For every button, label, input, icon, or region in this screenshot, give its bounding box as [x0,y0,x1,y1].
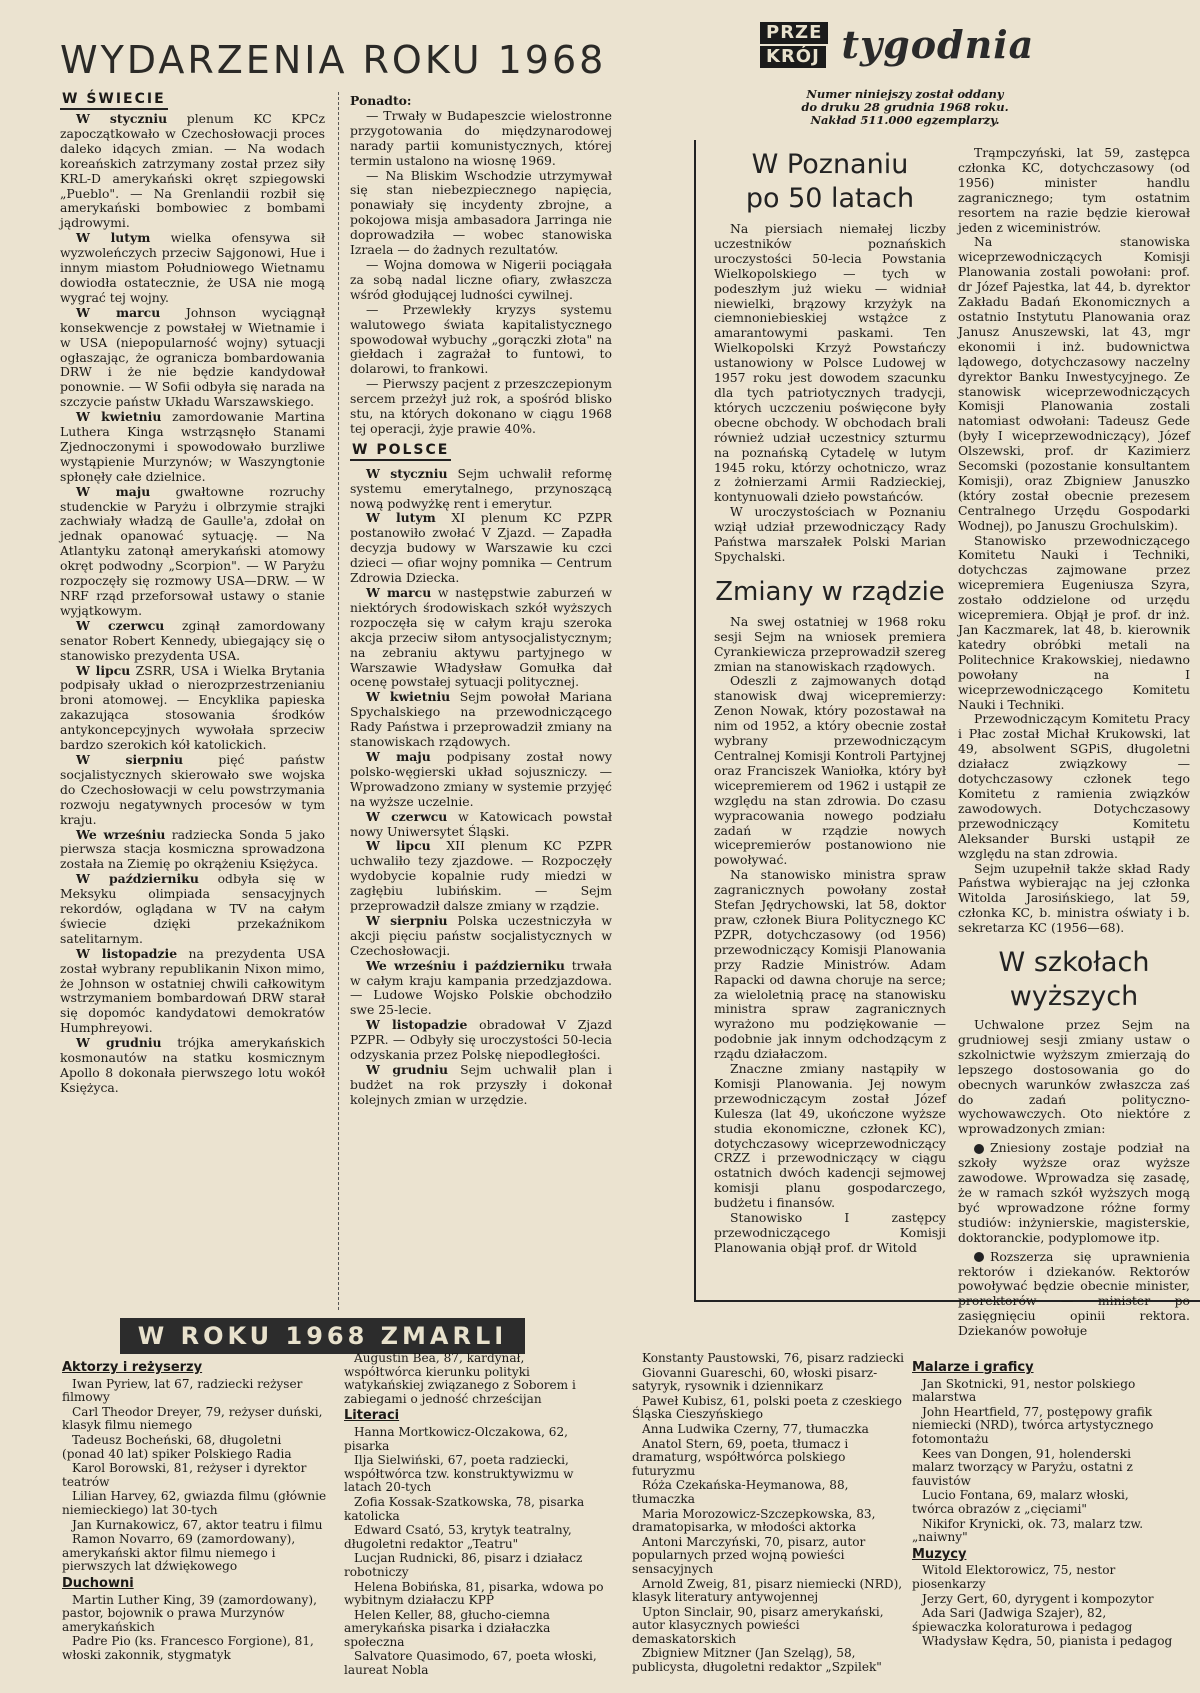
page-title: WYDARZENIA ROKU 1968 [60,38,607,82]
obituary-entry: Upton Sinclair, 90, pisarz amerykański, autor klasycznych powieści demaskatorskich [632,1604,884,1646]
event-month: W grudniu [366,1062,449,1077]
event-month: W listopadzie [76,945,178,961]
event-month: W lutym [366,510,436,526]
logo-bottom: KRÓJ [760,46,826,68]
event-paragraph: W marcu w następstwie zaburzeń w niektórych środowiskach szkół wyższych rozpoczęła się w całym kraju szeroka akcja przeciw siłom antysocjalistycznym; na zebraniu aktywu partyjnego w Warszawie Władysław Gomułka dał ocenę powstałej sytuacji politycznej. [350,585,612,690]
event-paragraph: W kwietniu Sejm powołał Mariana Spychalskiego na przewodniczącego Rady Państwa i przeprowadził zmiany na stanowiskach rządowych. [350,689,612,750]
obituary-entry: Konstanty Paustowski, 76, pisarz radziecki [642,1351,904,1365]
obituary-entry: Helena Bobińska, 81, pisarka, wdowa po wybitnym działaczu KPP [344,1579,604,1608]
event-month: W sierpniu [366,912,448,928]
event-paragraph: W październiku odbyła się w Meksyku olimpiada sensacyjnych rekordów, oglądana w TV na całym świecie dzięki przekaźnikom satelitarnym. [60,871,325,946]
poznan-paragraph: Na piersiach niemałej liczby uczestników poznańskich uroczystości 50-lecia Powstania Wielkopolskiego — tych w podeszłym już wieku — widniał niewielki, brązowy krzyżyk na ciemnoniebieskiej wstążce z amarantowymi paskami. Ten Wielkopolski Krzyż Powstańczy ustanowiony w Polsce Ludowej w 1957 roku jest dowodem szacunku dla tych patriotycznych tradycji, których uczczeniu poświęcone były obecne obchody. W obchodach brali również udział uczestnicy szturmu na poznańską Cytadelę w lutym 1945 roku, którzy ochotniczo, wraz z żołnierzami Armii Radzieckiej, kontynuowali dzieło powstańców. [714,221,946,505]
obituary-entry: Tadeusz Bocheński, 68, długoletni (ponad 40 lat) spiker Polskiego Radia [62,1432,292,1461]
event-paragraph: W listopadzie na prezydenta USA został wybrany republikanin Nixon mimo, że Johnson w ostatniej chwili całkowitym wstrzymaniem bombardowań DRW starał się dopomóc kandydatowi demokratów Humphreyowi. [60,945,325,1036]
world-events-more-column [350,92,612,1108]
event-month: W marcu [366,585,432,600]
event-month: We wrześniu [76,826,166,842]
event-paragraph: W czerwcu zginął zamordowany senator Robert Kennedy, ubiegający się o stanowisko prezydenta USA. [60,617,325,663]
obituary-entry: Witold Elektorowicz, 75, nestor piosenkarzy [912,1563,1116,1591]
event-month: W styczniu [366,465,448,481]
zmiany-paragraph: Odeszli z zajmowanych dotąd stanowisk dwaj wicepremierzy: Zenon Nowak, który pozostawał na nim od 1952, a który obecnie został wybrany przewodniczącym Centralnej Komisji Kontroli Partyjnej oraz Franciszek Waniołka, który był wicepremierem od 1962 i ustąpił ze względu na stan zdrowia. Do czasu wypracowania nowego podziału zadań w rządzie nowych wicepremierów postanowiono nie powoływać. [714,673,946,868]
event-month: W maju [76,483,151,499]
event-paragraph: We wrześniu i październiku trwała w całym kraju kampania przedzjazdowa. — Ludowe Wojsko Polskie obchodziło swe 25-lecie. [350,957,612,1018]
przekroj-logo [760,22,1200,92]
poznan-title: W Poznaniu po 50 latach [745,149,915,214]
event-paragraph: W lipcu ZSRR, USA i Wielka Brytania podpisały układ o nierozprzestrzenianiu broni atomowej. — Encyklika papieska zakazująca stosowania środków antykoncepcyjnych wywołała sprzeciw bardzo szerokich kół katolickich. [60,662,325,753]
event-paragraph: W sierpniu pięć państw socjalistycznych skierowało swe wojska do Czechosłowacji w celu powstrzymania rozwoju negatywnych procesów w tym kraju. [60,751,325,827]
obituaries-col-1: Aktorzy i reżyserzy Iwan Pyriew, lat 67, radziecki reżyser filmowy Carl Theodor Dreyer, 79, reżyser duński, klasyk filmu niemego Tadeusz Bocheński, 68, długoletni (ponad 40 lat) spiker Polskiego Radia Karol Borowski, 81, reżyser i dyrektor teatrów Lilian Harvey, 62, gwiazda filmu (głównie niemieckiego) lat 30-tych Jan Kurnakowicz, 67, aktor teatru i filmu Ramon Novarro, 69 (zamordowany), amerykański aktor filmu niemego i pierwszych lat dźwiękowego Duchowni Martin Luther King, 39 (zamordowany), pastor, bojownik o prawa Murzynów amerykańskich Padre Pio (ks. Francesco Forgione), 81, włoski zakonnik, stygmatyk [62,1360,327,1662]
obituary-entry: Maria Morozowicz-Szczepkowska, 83, dramatopisarka, w młodości aktorka [632,1506,876,1535]
obituary-entry: Iwan Pyriew, lat 67, radziecki reżyser filmowy [62,1376,303,1405]
obituary-entry: Lilian Harvey, 62, gwiazda filmu (głównie niemieckiego) lat 30-tych [62,1489,327,1517]
obituary-entry: Kees van Dongen, 91, holenderski malarz tworzący w Paryżu, ostatni z fauvistów [912,1446,1133,1488]
zmarli-banner: W ROKU 1968 ZMARLI [120,1318,525,1354]
event-month: We wrześniu i październiku [366,957,565,973]
obituary-entry: Antoni Marczyński, 70, pisarz, autor popularnych przed wojną powieści sensacyjnych [632,1534,866,1576]
event-month: W grudniu [76,1035,162,1051]
szkoly-title: W szkołach wyższych [998,947,1150,1013]
zmiany-title: Zmiany w rządzie [715,576,945,607]
obituary-entry: Anatol Stern, 69, poeta, tłumacz i dramaturg, współtwórca polskiego futuryzmu [632,1436,849,1478]
event-paragraph: W maju gwałtowne rozruchy studenckie w Paryżu i olbrzymie strajki zachwiały władzą de Gaulle'a, zdołał on jednak opanować sytuację. — Na Atlantyku zatonął amerykański atomowy okręt podwodny „Scorpion". — W Paryżu rozpoczęły się rozmowy USA—DRW. — W NRF rząd przeforsował ustawy o stanie wyjątkowym. [60,483,325,618]
obituary-entry: Lucjan Rudnicki, 86, pisarz i działacz robotniczy [344,1551,583,1579]
event-paragraph: W lutym XI plenum KC PZPR postanowiło zwołać V Zjazd. — Zapadła decyzja budowy w Warszawie ku czci dzieci — ofiar wojny pomnika — Centrum Zdrowia Dziecka. [350,510,612,586]
obituaries-col-2: Augustin Bea, 87, kardynał, współtwórca kierunku polityki watykańskiej związanego z Soborem i zabiegami o jedność chrześcijan Literaci Hanna Mortkowicz-Olczakowa, 62, pisarka Ilja Sielwiński, 67, poeta radziecki, współtwórca tzw. konstruktywizmu w latach 20-tych Zofia Kossak-Szatkowska, 78, pisarka katolicka Edward Csató, 53, krytyk teatralny, długoletni redaktor „Teatru" Lucjan Rudnicki, 86, pisarz i działacz robotniczy Helena Bobińska, 81, pisarka, wdowa po wybitnym działaczu KPP Helen Keller, 88, głucho-ciemna amerykańska pisarka i działaczka społeczna Salvatore Quasimodo, 67, poeta włoski, laureat Nobla [344,1351,604,1678]
event-month: W czerwcu [366,808,448,824]
government-paragraph: Na stanowiska wiceprzewodniczących Komisji Planowania zostali powołani: prof. dr Józef Pajestka, lat 44, b. dyrektor Zakładu Badań Ekonomicznych a ostatnio Instytutu Planowania oraz Janusz Anuszewski, lat 43, mgr ekonomii i inż. budownictwa lądowego, dotychczasowy naczelny dyrektor Banku Inwestycyjnego. Ze stanowisk wiceprzewodniczących Komisji Planowania zostali natomiast odwołani: Tadeusz Gede (były I wiceprzewodniczący), Józef Olszewski, prof. dr Kazimierz Secomski (pozostanie konsultantem Komisji), oraz Zbigniew Januszko (który został obecnie prezesem Centralnego Urzędu Gospodarki Wodnej), po Januszu Grochulskim). [958,234,1190,533]
obituary-entry: Helen Keller, 88, głucho-ciemna amerykańska pisarka i działaczka społeczna [344,1607,551,1649]
section-world-header: W ŚWIECIE [60,88,168,110]
event-month: W lipcu [76,662,131,678]
event-paragraph: W sierpniu Polska uczestniczyła w akcji pięciu państw socjalistycznych w Czechosłowacji. [350,912,612,958]
obituary-entry: John Heartfield, 77, postępowy grafik niemiecki (NRD), twórca artystycznego fotomontażu [912,1404,1154,1446]
event-paragraph: W styczniu Sejm uchwalił reformę systemu emerytalnego, przynoszącą nową podwyżkę rent i emerytur. [350,465,612,511]
obituary-entry: Giovanni Guareschi, 60, włoski pisarz-satyryk, rysownik i dziennikarz [632,1365,878,1394]
zmiany-paragraph: Na swej ostatniej w 1968 roku sesji Sejm na wniosek premiera Cyrankiewicza przeprowadził szereg zmian na stanowiskach rządowych. [714,613,946,674]
event-month: W sierpniu [76,751,184,767]
obituary-entry: Padre Pio (ks. Francesco Forgione), 81, włoski zakonnik, stygmatyk [62,1634,314,1662]
event-month: W kwietniu [76,409,162,425]
szkoly-bullet-1: Zniesiony zostaje podział na szkoły wyższe oraz wyższe zawodowe. Wprowadza się zasadę, że w ramach szkół wyższych mogą być wprowadzone różne formy studiów: inżynierskie, magisterskie, doktoranckie, podyplomowe itp. [958,1140,1190,1245]
event-month: W styczniu [76,111,168,126]
government-column [958,146,1190,1339]
logo-top: PRZE [760,22,828,44]
szkoly-bullet-2: Rozszerza się uprawnienia rektorów i dziekanów. Rektorów powoływać będzie obecnie minister, prorektorów — minister po zasięgnięciu opinii rektora. Dziekanów powołuje [958,1248,1190,1339]
event-month: W listopadzie [366,1017,468,1033]
government-paragraph: Trąmpczyński, lat 59, zastępca członka KC, dotychczasowy (od 1956) minister handlu zagranicznego; tym ostatnim resortem na razie będzie kierował jeden z wiceministrów. [958,145,1190,235]
event-month: W październiku [76,871,199,887]
event-month: W lutym [76,230,151,246]
event-paragraph: W grudniu Sejm uchwalił plan i budżet na rok przyszły i dokonał kolejnych zmian w urzędzie. [350,1062,612,1107]
poznan-column [714,148,946,1256]
event-paragraph: We wrześniu radziecka Sonda 5 jako pierwsza stacja kosmiczna sprowadzona została na Ziemię po okrążeniu Księżyca. [60,826,326,872]
obituary-entry: Arnold Zweig, 81, pisarz niemiecki (NRD), klasyk literatury antywojennej [632,1576,903,1605]
obituaries-col-4: Malarze i graficy Jan Skotnicki, 91, nestor polskiego malarstwa John Heartfield, 77, postępowy grafik niemiecki (NRD), twórca artystycznego fotomontażu Kees van Dongen, 91, holenderski malarz tworzący w Paryżu, ostatni z fauvistów Lucio Fontana, 69, malarz włoski, twórca obrazów z „cięciami" Nikifor Krynicki, ok. 73, malarz tzw. „naiwny" Muzycy Witold Elektorowicz, 75, nestor piosenkarzy Jerzy Gert, 60, dyrygent i kompozytor Ada Sari (Jadwiga Szajer), 82, śpiewaczka koloraturowa i pedagog Władysław Kędra, 50, pianista i pedagog [912,1360,1173,1649]
poznan-paragraph: W uroczystościach w Poznaniu wziął udział przewodniczący Rady Państwa marszałek Polski Marian Spychalski. [714,504,946,564]
section-poland-header: W POLSCE [350,443,612,461]
obituary-entry: Anna Ludwika Czerny, 77, tłumaczka [642,1421,869,1436]
ponadto-paragraph: — Na Bliskim Wschodzie utrzymywał się stan niebezpiecznego napięcia, ponawiały się incydenty zbrojne, a pokojowa misja ambasadora Jarringa nie doprowadziła — wobec stanowiska Izraela — do żadnych rezultatów. [350,167,612,258]
event-paragraph: W lipcu XII plenum KC PZPR uchwaliło tezy zjazdowe. — Rozpoczęły wydobycie kopalnie rudy miedzi w zagłębiu lubińskim. — Sejm przeprowadził dalsze zmiany w rządzie. [350,838,612,914]
obituary-entry: Nikifor Krynicki, ok. 73, malarz tzw. „naiwny" [912,1516,1144,1545]
imprint-note: Numer niniejszy został oddany do druku 28 grudnia 1968 roku. Nakład 511.000 egzemplarzy. [801,87,1009,127]
obituary-entry: Zbigniew Mitzner (Jan Szeląg), 58, publicysta, długoletni redaktor „Szpilek" [632,1646,882,1675]
ponadto-paragraph: — Trwały w Budapeszcie wielostronne przygotowania do międzynarodowej narady partii komunistycznych, której termin ustalono na wiosnę 1969. [350,107,612,168]
event-paragraph: W listopadzie obradował V Zjazd PZPR. — Odbyły się uroczystości 50-lecia odzyskania przez Polskę niepodległości. [350,1017,612,1063]
event-paragraph: W grudniu trójka amerykańskich kosmonautów na statku kosmicznym Apollo 8 dokonała pierwszego lotu wokół Księżyca. [60,1035,325,1095]
logo-script: tygodnia [841,22,1035,67]
ponadto-paragraph: — Pierwszy pacjent z przeszczepionym sercem przeżył już rok, a spośród blisko stu, na których dokonano w ciągu 1968 tej operacji, żyje prawie 40%. [350,376,612,436]
obituary-entry: Hanna Mortkowicz-Olczakowa, 62, pisarka [344,1424,568,1453]
event-month: W kwietniu [366,689,451,705]
event-paragraph: W marcu Johnson wyciągnął konsekwencje z powstałej w Wietnamie i w USA (niepopularność wojny) sytuacji ogłaszając, że ogranicza bombardowania DRW i że nie będzie kandydował ponownie. — W Sofii odbyła się narada na szczycie państw Układu Warszawskiego. [60,304,326,410]
event-paragraph: W kwietniu zamordowanie Martina Luthera Kinga wstrząsnęło Stanami Zjednoczonymi i spowodowało burzliwe wystąpienie Murzynów; w Waszyngtonie spłonęły całe dzielnice. [60,409,325,484]
obituary-entry: Paweł Kubisz, 61, polski poeta z czeskiego Śląska Cieszyńskiego [632,1393,902,1422]
obituary-entry: Lucio Fontana, 69, malarz włoski, twórca obrazów z „cięciami" [912,1488,1129,1516]
obituary-entry: Jan Kurnakowicz, 67, aktor teatru i filmu [72,1517,323,1532]
column-divider [338,92,339,1310]
obituary-entry: Karol Borowski, 81, reżyser i dyrektor teatrów [62,1461,307,1489]
zmiany-paragraph: Na stanowisko ministra spraw zagranicznych powołany został Stefan Jędrychowski, lat 58, doktor praw, członek Biura Politycznego KC PZPR, dotychczasowy (od 1956) przewodniczący Komisji Planowania przy Radzie Ministrów. Adam Rapacki od dawna choruje na serce; za wieloletnią pracę na stanowisku ministra spraw zagranicznych wyrażono mu podziękowanie — podobnie jak innym odchodzącym z rządu działaczom. [714,867,946,1062]
obituary-entry: Ramon Novarro, 69 (zamordowany), amerykański aktor filmu niemego i pierwszych lat dźwiękowego [62,1532,296,1574]
obituary-entry: Jan Skotnicki, 91, nestor polskiego malarstwa [912,1376,1136,1405]
obituary-entry: Edward Csató, 53, krytyk teatralny, długoletni redaktor „Teatru" [344,1523,572,1551]
obituary-entry: Zofia Kossak-Szatkowska, 78, pisarka katolicka [344,1494,585,1523]
event-paragraph: W maju podpisany został nowy polsko-węgierski układ sojuszniczy. — Wprowadzono zmiany w systemie przyjęć na wyższe uczelnie. [350,748,612,809]
obituary-entry: Ada Sari (Jadwiga Szajer), 82, śpiewaczka koloraturowa i pedagog [912,1606,1133,1634]
obituary-entry: Carl Theodor Dreyer, 79, reżyser duński, klasyk filmu niemego [62,1404,323,1433]
zmiany-paragraph: Stanowisko I zastępcy przewodniczącego Komisji Planowania objął prof. dr Witold [714,1210,946,1255]
event-month: W maju [366,748,431,764]
obituary-entry: Władysław Kędra, 50, pianista i pedagog [922,1634,1173,1649]
government-paragraph: Przewodniczącym Komitetu Pracy i Płac został Michał Krukowski, lat 49, absolwent SGPiS, długoletni działacz związkowy — dotychczasowy członek tego Komitetu z ramienia związków zawodowych. Dotychczasowy przewodniczący Komitetu Aleksander Burski ustąpił ze względu na stan zdrowia. [958,711,1190,861]
government-paragraph: Sejm uzupełnił także skład Rady Państwa wybierając na jej członka Witolda Jarosińskiego, lat 59, członka KC, b. ministra oświaty i b. sekretarza KC (1956—68). [958,860,1190,936]
event-paragraph: W lutym wielka ofensywa sił wyzwoleńczych przeciw Sajgonowi, Hue i innym miastom Południowego Wietnamu dowiodła ostatecznie, że USA nie mogą wygrać tej wojny. [60,230,325,305]
obituary-entry: Martin Luther King, 39 (zamordowany), pastor, bojownik o prawa Murzynów amerykańskich [62,1592,317,1634]
ponadto-paragraph: — Wojna domowa w Nigerii pociągała za sobą nadal liczne ofiary, zwłaszcza wśród głodującej ludności cywilnej. [350,256,612,302]
obituary-entry: Jerzy Gert, 60, dyrygent i kompozytor [922,1591,1154,1606]
ponadto-paragraph: — Przewlekły kryzys systemu walutowego świata kapitalistycznego spowodował wybuchy „gorączki złota" na giełdach i zagrażał to funtowi, to dolarowi, to frankowi. [350,301,612,377]
event-paragraph: W styczniu plenum KC KPCz zapoczątkowało w Czechosłowacji proces daleko idących zmian. — Na wodach koreańskich zatrzymany został przez siły KRL-D amerykański okręt szpiegowski „Pueblo". — Na Grenlandii rozbił się amerykański bombowiec z bombami jądrowymi. [60,111,325,231]
event-month: W marcu [76,304,161,320]
event-month: W lipcu [366,838,431,854]
szkoly-intro: Uchwalone przez Sejm na grudniowej sesji zmiany ustaw o szkolnictwie wyższym zmierzają do lepszego dostosowania go do obecnych warunków zwłaszcza zaś do zadań polityczno-wychowawczych. Oto niektóre z wprowadzonych zmian: [958,1017,1190,1137]
obituaries-col-3 [632,1352,904,1676]
event-paragraph: W czerwcu w Katowicach powstał nowy Uniwersytet Śląski. [350,808,612,839]
world-events-column [60,112,325,1096]
ponadto-label: Ponadto: [350,93,412,108]
obituary-entry: Ilja Sielwiński, 67, poeta radziecki, współtwórca tzw. konstruktywizmu w latach 20-tych [344,1453,574,1495]
government-paragraph: Stanowisko przewodniczącego Komitetu Nauki i Techniki, dotychczas zajmowane przez wicepremiera Eugeniusza Szyra, zostało oddzielone od urzędu wicepremiera. Objął je prof. dr inż. Jan Kaczmarek, lat 48, b. kierownik katedry obróbki metali na Politechnice Krakowskiej, niedawno powołany na I wiceprzewodniczącego Komitetu Nauki i Techniki. [958,532,1190,712]
zmiany-paragraph: Znaczne zmiany nastąpiły w Komisji Planowania. Jej nowym przewodniczącym został Józef Kulesza (lat 49, ukończone wyższe studia ekonomiczne, członek KC), dotychczasowy wiceprzewodniczący CRZZ i przewodniczący w ciągu ostatnich dwóch kadencji sejmowej komisji planu gospodarczego, budżetu i finansów. [714,1061,946,1211]
event-month: W czerwcu [76,617,165,633]
obituary-entry: Salvatore Quasimodo, 67, poeta włoski, laureat Nobla [344,1649,597,1678]
obituary-entry: Róża Czekańska-Heymanowa, 88, tłumaczka [632,1478,849,1506]
